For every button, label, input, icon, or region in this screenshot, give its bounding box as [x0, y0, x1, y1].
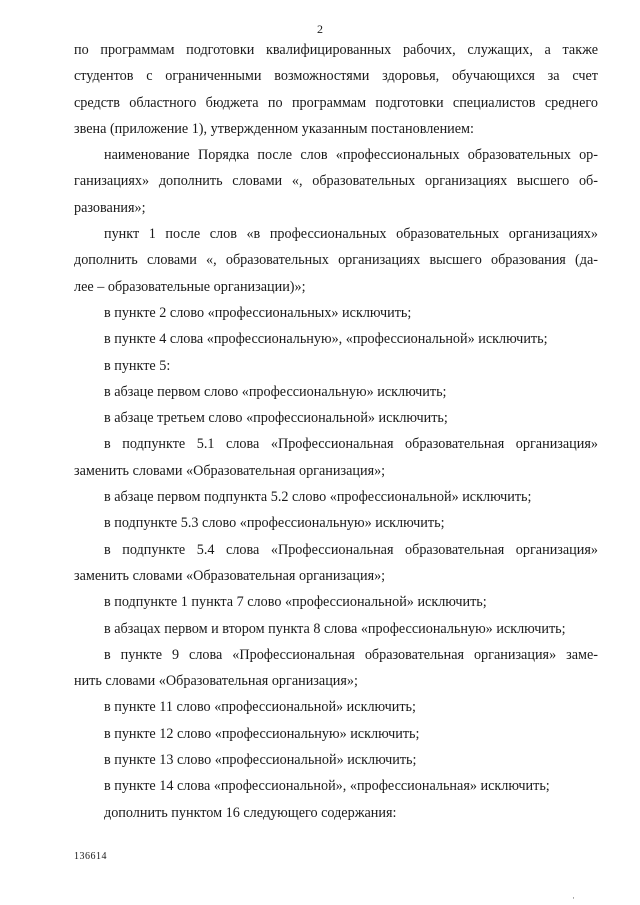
text-line: в пункте 9 слова «Профессиональная образовательная организация» заме-	[104, 646, 598, 663]
text-line: по программам подготовки квалифицированных рабочих, служащих, а также	[74, 42, 598, 58]
text-line: в подпункте 5.1 слова «Профессиональная образовательная организация»	[104, 436, 598, 453]
text-line: в абзацах первом и втором пункта 8 слова «профессиональную» исключить;	[104, 620, 566, 637]
text-line: наименование Порядка после слов «профессиональных образовательных ор-	[104, 147, 598, 164]
text-line: в абзаце первом подпункта 5.2 слово «профессиональной» исключить;	[104, 489, 532, 506]
text-line: в абзаце первом слово «профессиональную» исключить;	[104, 383, 447, 400]
text-line: заменить словами «Образовательная организация»;	[74, 567, 386, 584]
corner-mark: ·	[572, 893, 575, 903]
page-number: 2	[317, 22, 323, 36]
text-line: в пункте 13 слово «профессиональной» исключить;	[104, 752, 417, 769]
text-line: ганизациях» дополнить словами «, образовательных организациях высшего об-	[74, 173, 598, 190]
text-line: звена (приложение 1), утвержденном указанным постановлением:	[74, 120, 474, 137]
text-line: в подпункте 5.4 слова «Профессиональная образовательная организация»	[104, 541, 598, 558]
text-line: в пункте 12 слово «профессиональную» исключить;	[104, 725, 420, 742]
text-line: средств областного бюджета по программам подготовки специалистов среднего	[74, 94, 598, 111]
text-line: пункт 1 после слов «в профессиональных образовательных организациях»	[104, 226, 598, 243]
document-code: 136614	[74, 851, 107, 862]
text-line: дополнить словами «, образовательных организациях высшего образования (да-	[74, 252, 598, 269]
text-line: в пункте 4 слова «профессиональную», «профессиональной» исключить;	[104, 331, 548, 348]
text-line: в подпункте 5.3 слово «профессиональную» исключить;	[104, 515, 445, 532]
text-line: дополнить пунктом 16 следующего содержания:	[104, 804, 397, 821]
text-line: в пункте 11 слово «профессиональной» исключить;	[104, 699, 416, 716]
text-line: в пункте 5:	[104, 357, 171, 374]
text-line: разования»;	[74, 199, 146, 216]
document-body	[74, 37, 598, 826]
text-line: в пункте 14 слова «профессиональной», «профессиональная» исключить;	[104, 778, 550, 795]
text-line: лее – образовательные организации)»;	[74, 278, 306, 295]
text-line: заменить словами «Образовательная организация»;	[74, 462, 386, 479]
text-line: студентов с ограниченными возможностями здоровья, обучающихся за счет	[74, 68, 598, 85]
text-line: в подпункте 1 пункта 7 слово «профессиональной» исключить;	[104, 594, 487, 611]
text-line: в абзаце третьем слово «профессиональной» исключить;	[104, 410, 448, 427]
text-line: нить словами «Образовательная организация»;	[74, 673, 358, 690]
text-line: в пункте 2 слово «профессиональных» исключить;	[104, 304, 412, 321]
